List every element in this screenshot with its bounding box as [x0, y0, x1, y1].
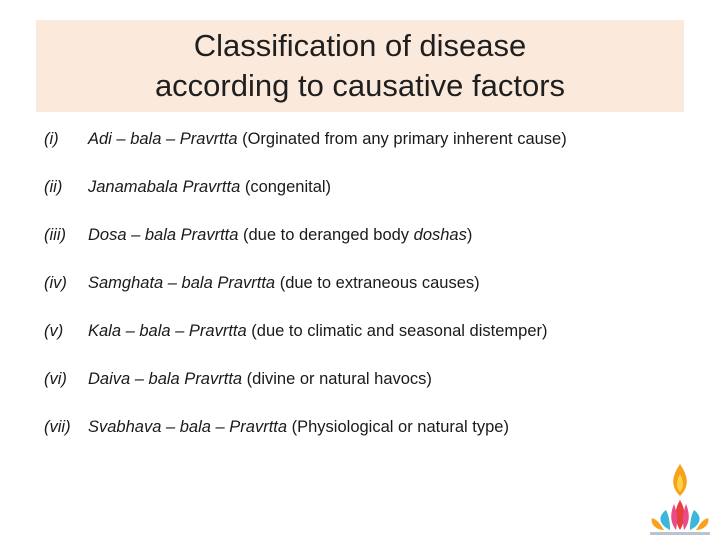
- item-number: (ii): [44, 177, 63, 196]
- item-number: (vi): [44, 369, 67, 388]
- list-item: [44, 356, 684, 402]
- item-term: Dosa – bala Pravrtta: [88, 225, 239, 244]
- item-description-end: ): [466, 225, 473, 244]
- item-text: [88, 418, 509, 437]
- item-text: [88, 322, 548, 341]
- list-item: [44, 164, 684, 210]
- title-box: [36, 20, 684, 112]
- item-number: (i): [44, 129, 59, 148]
- list-item: [44, 404, 684, 450]
- item-term: Janamabala Pravrtta: [88, 177, 241, 196]
- logo-base-line: [650, 532, 710, 535]
- petal-icon: [676, 500, 685, 530]
- item-number: (iii): [44, 225, 66, 244]
- item-description-emphasis: doshas: [413, 225, 467, 244]
- item-number: (vii): [44, 417, 71, 436]
- item-term: Daiva – bala Pravrtta: [88, 369, 243, 388]
- list-item: [44, 116, 684, 162]
- item-text: [88, 274, 480, 293]
- list-item: [44, 308, 684, 354]
- list-item: [44, 260, 684, 306]
- item-number: (iv): [44, 273, 67, 292]
- item-term: Kala – bala – Pravrtta: [88, 321, 247, 340]
- petal-icon: [683, 504, 689, 530]
- item-description: (Orginated from any primary inherent cause): [237, 129, 567, 148]
- petal-icon: [671, 504, 677, 530]
- item-term: Svabhava – bala – Pravrtta: [88, 417, 288, 436]
- item-description: (Physiological or natural type): [287, 417, 509, 436]
- item-text: [88, 130, 567, 149]
- lamp-lotus-logo-icon: [640, 460, 720, 540]
- item-description: (due to deranged body: [238, 225, 414, 244]
- item-text: [88, 178, 331, 197]
- slide-title-line-1: Classification of disease: [193, 28, 527, 63]
- item-description: (due to climatic and seasonal distemper): [246, 321, 548, 340]
- list-item: [44, 212, 684, 258]
- item-description: (due to extraneous causes): [275, 273, 480, 292]
- item-text: [88, 226, 472, 245]
- item-text: [88, 370, 432, 389]
- item-term: Samghata – bala Pravrtta: [88, 273, 276, 292]
- item-description: (divine or natural havocs): [242, 369, 432, 388]
- slide-title-line-2: according to causative factors: [154, 68, 566, 103]
- item-number: (v): [44, 321, 64, 340]
- item-term: Adi – bala – Pravrtta: [88, 129, 238, 148]
- item-description: (congenital): [240, 177, 332, 196]
